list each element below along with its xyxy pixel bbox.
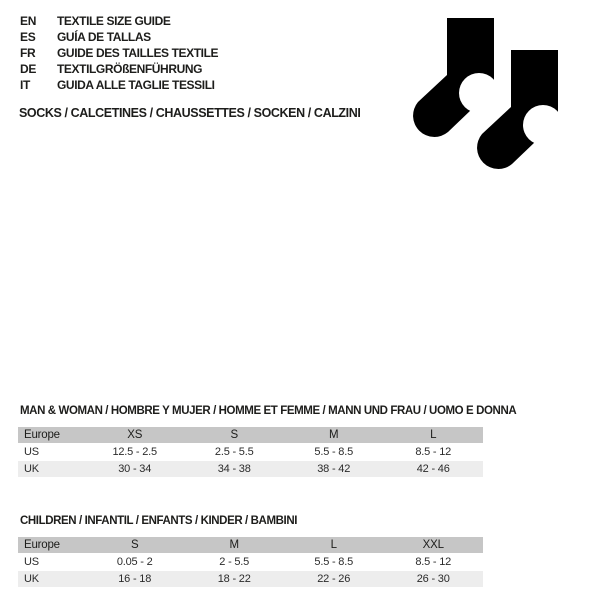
language-code: ES <box>20 30 36 44</box>
size-value: 38 - 42 <box>317 463 351 475</box>
size-table-children <box>18 514 483 587</box>
language-row-es <box>20 29 218 45</box>
table-title: CHILDREN / INFANTIL / ENFANTS / KINDER / BAMBINI <box>20 515 298 527</box>
language-row-de <box>20 61 218 77</box>
size-value: 5.5 - 8.5 <box>314 446 353 458</box>
sock-left-glyph <box>413 18 499 137</box>
size-value: 2 - 5.5 <box>219 556 250 568</box>
language-label: GUÍA DE TALLAS <box>57 30 151 44</box>
table-row-uk <box>18 461 483 477</box>
size-value: 30 - 34 <box>118 463 152 475</box>
language-label: TEXTILGRÖßENFÜHRUNG <box>57 62 203 76</box>
size-value: 8.5 - 12 <box>415 556 452 568</box>
table-row-us <box>18 444 483 460</box>
size-value: 22 - 26 <box>317 573 351 585</box>
size-table-man-woman <box>18 404 517 477</box>
size-value: 26 - 30 <box>416 573 450 585</box>
size-table-grid <box>18 427 483 477</box>
language-code: EN <box>20 14 37 28</box>
size-value: 8.5 - 12 <box>415 446 452 458</box>
size-value: 42 - 46 <box>416 463 450 475</box>
header-cell-size: S <box>130 539 139 551</box>
size-table-grid <box>18 537 483 587</box>
row-label: UK <box>24 573 39 585</box>
header-cell-size: L <box>330 539 337 551</box>
size-value: 34 - 38 <box>217 463 251 475</box>
header-cell-region: Europe <box>24 539 60 551</box>
row-label: US <box>24 556 39 568</box>
size-value: 0.05 - 2 <box>116 556 153 568</box>
language-list <box>20 13 218 93</box>
language-label: GUIDA ALLE TAGLIE TESSILI <box>57 78 215 92</box>
language-row-en <box>20 13 218 29</box>
language-row-it <box>20 77 218 93</box>
header-cell-size: XS <box>127 429 143 441</box>
header-cell-size: M <box>229 539 239 551</box>
language-label: TEXTILE SIZE GUIDE <box>57 14 171 28</box>
size-value: 5.5 - 8.5 <box>314 556 353 568</box>
language-code: FR <box>20 46 36 60</box>
header-cell-size: M <box>329 429 339 441</box>
header-cell-size: L <box>430 429 437 441</box>
header-cell-size: XXL <box>422 539 444 551</box>
header-cell-size: S <box>230 429 238 441</box>
language-row-fr <box>20 45 218 61</box>
language-code: DE <box>20 62 37 76</box>
row-label: US <box>24 446 39 458</box>
language-label: GUIDE DES TAILLES TEXTILE <box>57 46 219 60</box>
size-value: 18 - 22 <box>217 573 251 585</box>
table-row-uk <box>18 571 483 587</box>
size-value: 2.5 - 5.5 <box>214 446 254 458</box>
table-title: MAN & WOMAN / HOMBRE Y MUJER / HOMME ET FEMME / MANN UND FRAU / UOMO E DONNA <box>20 405 517 417</box>
socks-icon <box>406 14 581 179</box>
size-value: 16 - 18 <box>118 573 152 585</box>
size-value: 12.5 - 2.5 <box>112 446 157 458</box>
language-code: IT <box>20 78 31 92</box>
header-cell-region: Europe <box>24 429 60 441</box>
table-header-row <box>18 427 483 443</box>
row-label: UK <box>24 463 39 475</box>
table-row-us <box>18 554 483 570</box>
category-heading: SOCKS / CALCETINES / CHAUSSETTES / SOCKEN / CALZINI <box>19 106 361 120</box>
table-header-row <box>18 537 483 553</box>
